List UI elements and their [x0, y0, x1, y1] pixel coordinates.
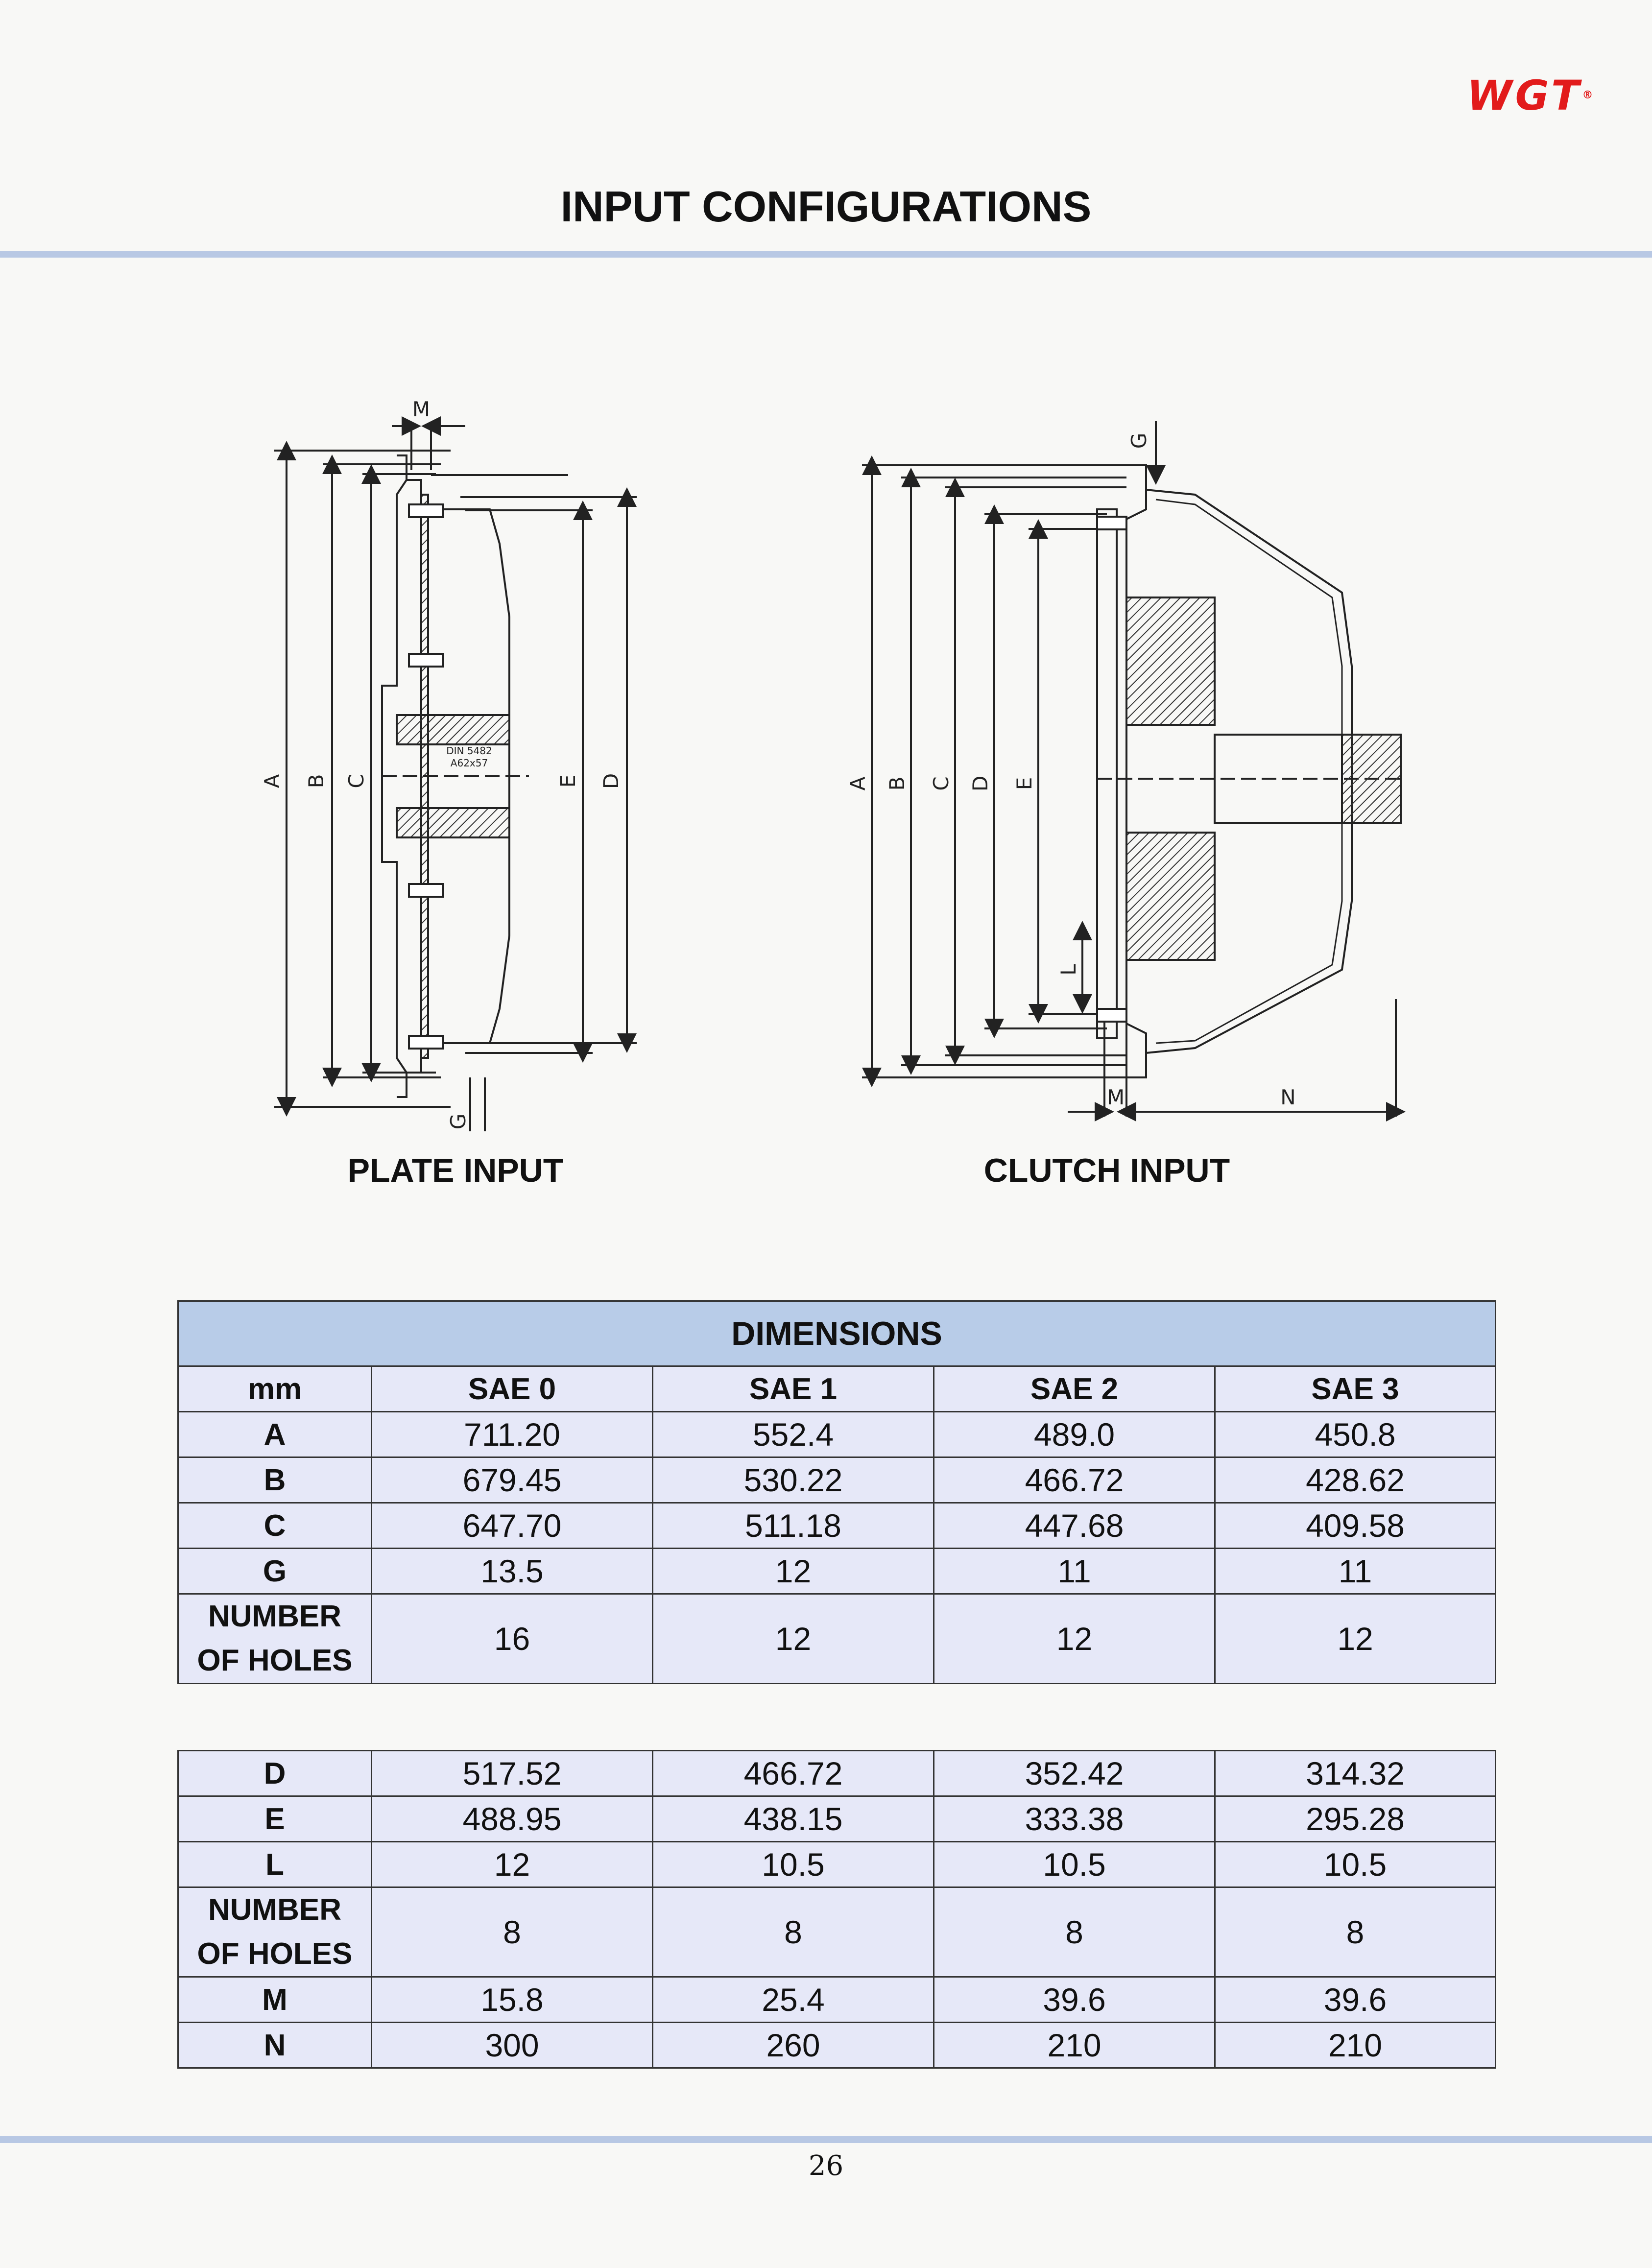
- brand-logo: WGT®: [1467, 72, 1596, 119]
- table-cell: 447.68: [934, 1503, 1215, 1549]
- table-cell: 450.8: [1215, 1412, 1496, 1457]
- table-cell: 466.72: [934, 1457, 1215, 1503]
- clutch-label-c: C: [929, 776, 953, 791]
- table-row: [178, 1887, 1496, 1977]
- table-cell: 25.4: [653, 1977, 934, 2023]
- header-cell: SAE 0: [372, 1366, 653, 1412]
- clutch-label-n: N: [1280, 1085, 1296, 1109]
- plate-input-diagram: [235, 382, 676, 1136]
- row-label: A: [178, 1412, 372, 1457]
- page-number: 26: [808, 2150, 844, 2182]
- clutch-input-caption: CLUTCH INPUT: [983, 1152, 1230, 1189]
- clutch-label-b: B: [885, 776, 909, 791]
- row-label: D: [178, 1751, 372, 1796]
- table-cell: 511.18: [653, 1503, 934, 1549]
- row-label: B: [178, 1457, 372, 1503]
- table-row: [178, 2023, 1496, 2068]
- row-label: M: [178, 1977, 372, 2023]
- table-cell: 552.4: [653, 1412, 934, 1457]
- table-cell: 8: [372, 1887, 653, 1977]
- table-cell: 8: [653, 1887, 934, 1977]
- table-cell: 647.70: [372, 1503, 653, 1549]
- table-cell: 10.5: [934, 1842, 1215, 1887]
- plate-label-e: E: [556, 774, 580, 788]
- table-cell: 352.42: [934, 1751, 1215, 1796]
- plate-label-g: G: [446, 1113, 470, 1130]
- clutch-input-diagram: [833, 411, 1420, 1126]
- table-cell: 10.5: [1215, 1842, 1496, 1887]
- table-cell: 466.72: [653, 1751, 934, 1796]
- row-label: G: [178, 1549, 372, 1594]
- table-cell: 438.15: [653, 1796, 934, 1842]
- dimensions-title: DIMENSIONS: [178, 1301, 1496, 1366]
- table-row: [178, 1412, 1496, 1457]
- dimensions-table: [177, 1300, 1496, 1684]
- table-cell: 8: [1215, 1887, 1496, 1977]
- table-cell: 210: [1215, 2023, 1496, 2068]
- table-cell: 11: [1215, 1549, 1496, 1594]
- table-cell: 409.58: [1215, 1503, 1496, 1549]
- clutch-label-e: E: [1012, 777, 1036, 790]
- row-label: NUMBER OF HOLES: [178, 1594, 372, 1684]
- table-cell: 12: [1215, 1594, 1496, 1684]
- table-cell: 11: [934, 1549, 1215, 1594]
- table-cell: 517.52: [372, 1751, 653, 1796]
- header-cell: mm: [178, 1366, 372, 1412]
- table-cell: 300: [372, 2023, 653, 2068]
- row-label: N: [178, 2023, 372, 2068]
- table-row: [178, 1796, 1496, 1842]
- clutch-label-l: L: [1056, 964, 1080, 976]
- table-row: [178, 1457, 1496, 1503]
- table-cell: 15.8: [372, 1977, 653, 2023]
- table-row: [178, 1842, 1496, 1887]
- table-cell: 10.5: [653, 1842, 934, 1887]
- footer-divider: [0, 2136, 1652, 2143]
- row-label: C: [178, 1503, 372, 1549]
- table-cell: 260: [653, 2023, 934, 2068]
- table-cell: 39.6: [934, 1977, 1215, 2023]
- table-cell: 8: [934, 1887, 1215, 1977]
- table-row: [178, 1503, 1496, 1549]
- plate-input-caption: PLATE INPUT: [347, 1152, 564, 1189]
- plate-label-b: B: [304, 774, 328, 788]
- header-cell: SAE 2: [934, 1366, 1215, 1412]
- plate-din-line2: A62x57: [450, 757, 488, 769]
- plate-label-c: C: [344, 774, 368, 788]
- header-divider: [0, 251, 1652, 258]
- table-cell: 12: [934, 1594, 1215, 1684]
- plate-label-m: M: [412, 397, 431, 421]
- row-label: E: [178, 1796, 372, 1842]
- table-cell: 314.32: [1215, 1751, 1496, 1796]
- table-cell: 13.5: [372, 1549, 653, 1594]
- table-cell: 39.6: [1215, 1977, 1496, 2023]
- plate-din-line1: DIN 5482: [446, 745, 492, 757]
- clutch-label-m: M: [1106, 1085, 1125, 1109]
- table-header-row: [178, 1366, 1496, 1412]
- header-cell: SAE 1: [653, 1366, 934, 1412]
- table-row: [178, 1594, 1496, 1684]
- row-label: L: [178, 1842, 372, 1887]
- plate-label-a: A: [260, 774, 284, 788]
- clutch-label-d: D: [968, 775, 992, 792]
- table-cell: 12: [653, 1549, 934, 1594]
- page-title: INPUT CONFIGURATIONS: [560, 182, 1092, 231]
- table-cell: 12: [653, 1594, 934, 1684]
- table-cell: 530.22: [653, 1457, 934, 1503]
- row-label: NUMBER OF HOLES: [178, 1887, 372, 1977]
- table-row: [178, 1549, 1496, 1594]
- table-cell: 489.0: [934, 1412, 1215, 1457]
- table-cell: 711.20: [372, 1412, 653, 1457]
- clutch-label-a: A: [846, 776, 870, 791]
- clutch-dimensions-table: [177, 1750, 1496, 2069]
- table-cell: 12: [372, 1842, 653, 1887]
- table-row: [178, 1977, 1496, 2023]
- table-cell: 210: [934, 2023, 1215, 2068]
- table-cell: 333.38: [934, 1796, 1215, 1842]
- table-cell: 428.62: [1215, 1457, 1496, 1503]
- table-cell: 16: [372, 1594, 653, 1684]
- table-cell: 679.45: [372, 1457, 653, 1503]
- plate-label-d: D: [599, 773, 623, 789]
- table-cell: 295.28: [1215, 1796, 1496, 1842]
- table-row: [178, 1751, 1496, 1796]
- table-cell: 488.95: [372, 1796, 653, 1842]
- header-cell: SAE 3: [1215, 1366, 1496, 1412]
- clutch-label-g: G: [1127, 432, 1151, 449]
